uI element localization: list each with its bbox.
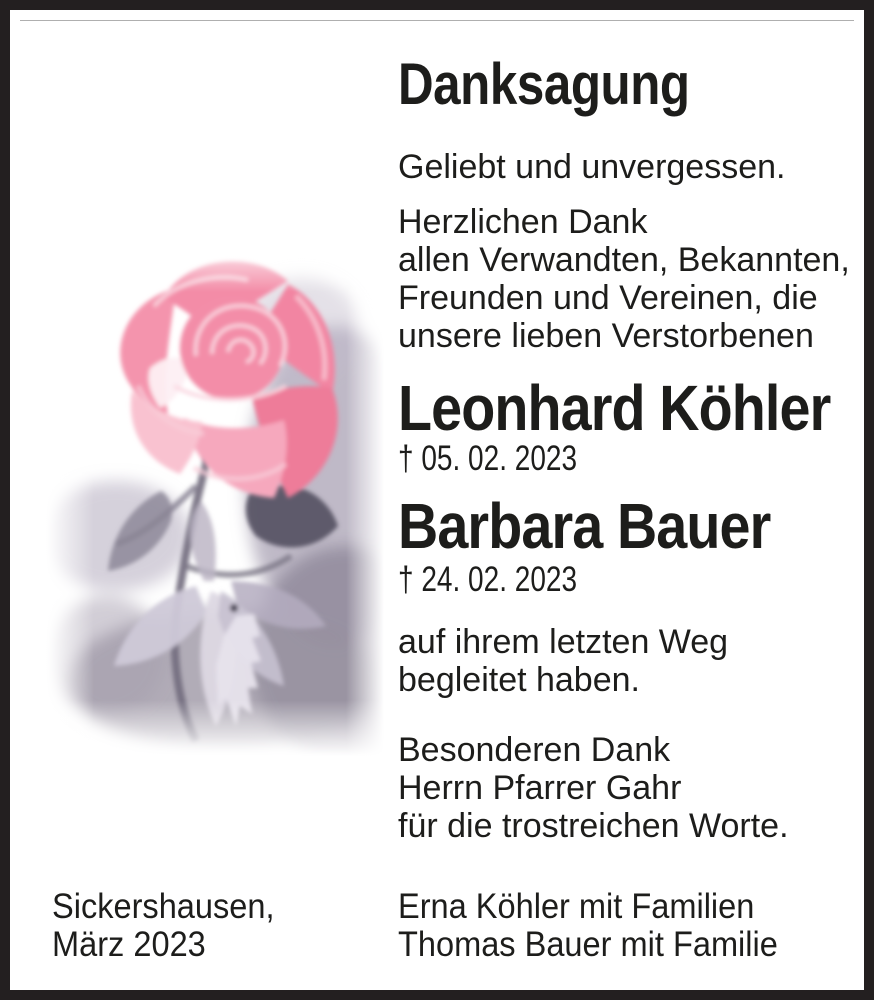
death-date-2: † 24. 02. 2023 [398,560,578,599]
deceased-name-1: Leonhard Köhler [398,372,831,444]
family-line: Thomas Bauer mit Familie [398,925,778,964]
rose-photo [46,236,384,756]
thanks-paragraph [398,203,850,355]
special-thanks-line: für die trostreichen Worte. [398,807,789,845]
special-thanks-line: Besonderen Dank [398,731,671,769]
thanks-line: Freunden und Vereinen, die [398,279,818,317]
photo-fade-top [46,236,384,292]
closing-line: auf ihrem letzten Weg [398,623,729,661]
special-thanks-paragraph [398,731,789,845]
deceased-name-2: Barbara Bauer [398,490,771,562]
photo-fade-right [346,236,384,756]
intro-line: Geliebt und unvergessen. [398,148,786,186]
date-line: März 2023 [52,925,206,964]
thanks-line: unsere lieben Verstorbenen [398,317,814,355]
closing-line: begleitet haben. [398,661,640,699]
thanks-line: allen Verwandten, Bekannten, [398,241,850,279]
photo-fade-left [46,236,94,756]
family-signatures [398,888,778,964]
family-line: Erna Köhler mit Familien [398,887,755,926]
place-and-date [52,888,275,964]
thanks-line: Herzlichen Dank [398,203,648,241]
photo-fade-bottom [46,700,384,756]
death-date-1: † 05. 02. 2023 [398,439,578,478]
closing-paragraph [398,623,728,699]
scan-artifact-line [20,20,854,21]
page-title: Danksagung [398,52,690,117]
special-thanks-line: Herrn Pfarrer Gahr [398,769,682,807]
place-line: Sickershausen, [52,887,275,926]
